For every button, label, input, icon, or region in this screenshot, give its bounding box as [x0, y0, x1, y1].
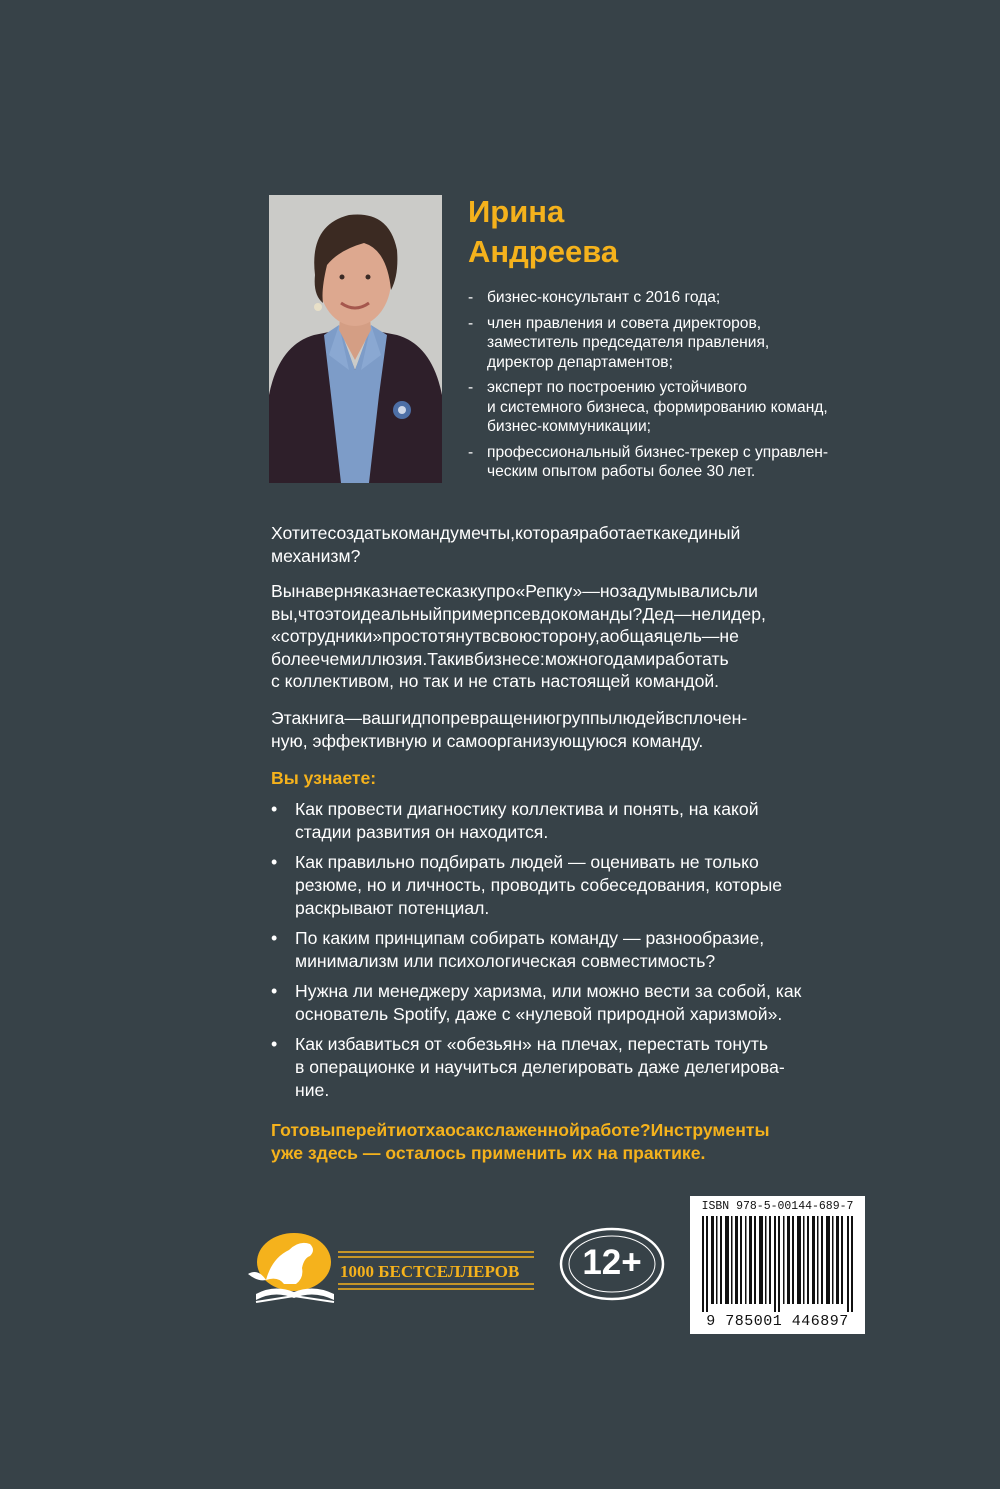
word: общая: [609, 626, 664, 646]
word: Дед: [642, 603, 674, 624]
intro-paragraph-3: Этакнига—вашгидпопревращениюгруппылюдейвсплочен- ную, эффективную и самоорганизующуюся команду.: [271, 707, 867, 752]
justified-line: [271, 522, 867, 545]
word: работе?: [579, 1120, 651, 1140]
word: лидер,: [711, 603, 766, 624]
word: можно: [544, 648, 598, 669]
word: знаете: [380, 581, 436, 601]
word: сплочен-: [674, 708, 748, 728]
learn-heading: Вы узнаете:: [271, 768, 377, 788]
word: что: [297, 603, 325, 624]
word: Инструменты: [650, 1120, 770, 1140]
word: к: [475, 1120, 485, 1140]
word: по: [421, 708, 441, 728]
age-rating: 12+: [582, 1243, 642, 1282]
word: —: [344, 708, 362, 728]
word: Хотите: [271, 523, 328, 543]
author-name: [468, 192, 618, 272]
bio-item: - эксперт по построению устойчивого и системного бизнеса, формированию команд, бизнес-коммуникации;: [468, 378, 878, 437]
word: не: [691, 603, 712, 624]
learn-list: [271, 798, 871, 1109]
word: людей: [612, 708, 666, 728]
word: хаоса: [425, 1120, 476, 1140]
word: годами: [597, 648, 656, 669]
justified-line: [271, 707, 867, 730]
word: псевдокоманды?: [503, 603, 643, 624]
word: книга: [301, 708, 345, 728]
word: —: [582, 581, 600, 601]
word: как: [653, 523, 679, 543]
word: слаженной: [484, 1120, 580, 1140]
word: свою: [491, 626, 533, 646]
series-name: 1000 БЕСТСЕЛЛЕРОВ: [340, 1262, 520, 1281]
author-bio: [468, 288, 878, 488]
learn-item: • Как правильно подбирать людей — оценивать не только резюме, но и личность, проводить собеседования, которые раскрывают потенциал.: [271, 851, 871, 920]
word: идеальный: [350, 603, 443, 624]
word: от: [406, 1120, 426, 1140]
word: сторону,: [532, 626, 600, 646]
justified-line: [271, 625, 867, 648]
author-last-name: Андреева: [468, 234, 619, 269]
word: Вы: [271, 581, 296, 601]
word: создать: [327, 523, 391, 543]
author-first-name: Ирина: [468, 194, 565, 229]
word: «сотрудники»: [271, 626, 383, 646]
word: работать: [655, 648, 729, 669]
word: бизнесе:: [473, 648, 545, 669]
author-photo: [269, 195, 442, 483]
word: задумывались: [619, 581, 738, 601]
word: ваш: [361, 708, 396, 728]
intro-paragraph-1: Хотитесоздатькомандумечты,котораяработаеткакединый механизм?: [271, 522, 867, 567]
word: наверняка: [295, 581, 381, 601]
justified-line: [271, 580, 867, 603]
isbn-barcode: [690, 1196, 865, 1334]
word: в: [464, 648, 474, 669]
word: чем: [320, 648, 352, 669]
closing-paragraph: Готовыперейтиотхаосакслаженнойработе?Инструменты уже здесь — осталось применить их на практике.: [271, 1119, 867, 1164]
word: вы,: [271, 603, 298, 624]
word: но: [599, 581, 620, 601]
word: группы: [555, 708, 613, 728]
word: тянут: [437, 626, 482, 646]
word: цель: [663, 626, 702, 646]
bio-item: - член правления и совета директоров, заместитель председателя правления, директор департаментов;: [468, 314, 878, 373]
word: превращению: [440, 708, 556, 728]
word: пример: [442, 603, 504, 624]
word: иллюзия.: [351, 648, 428, 669]
word: Готовы: [271, 1120, 336, 1140]
word: гид: [395, 708, 422, 728]
word: —: [673, 603, 692, 624]
justified-line: [271, 603, 867, 626]
word: перейти: [335, 1120, 407, 1140]
ean-digits: 9 785001 446897: [706, 1313, 849, 1330]
word: мечты,: [458, 523, 516, 543]
word: Эта: [271, 708, 302, 728]
learn-item: • Как избавиться от «обезьян» на плечах, перестать тонуть в операционке и научиться делегировать даже делегирова- ние.: [271, 1033, 871, 1102]
justified-line: [271, 648, 867, 671]
word: —: [701, 626, 720, 646]
word: в: [665, 708, 675, 728]
word: которая: [515, 523, 580, 543]
bio-item: - бизнес-консультант с 2016 года;: [468, 288, 878, 308]
word: в: [481, 626, 492, 646]
word: ли: [737, 581, 758, 601]
word: единый: [678, 523, 741, 543]
word: работает: [579, 523, 654, 543]
word: сказку: [435, 581, 487, 601]
word: Так: [427, 648, 455, 669]
learn-item: • Как провести диагностику коллектива и понять, на какой стадии развития он находится.: [271, 798, 871, 844]
horse-book-icon: [248, 1233, 334, 1302]
justified-line: [271, 1119, 867, 1142]
learn-item: • Нужна ли менеджеру харизма, или можно вести за собой, как основатель Spotify, даже с «нулевой природной харизмой».: [271, 980, 871, 1026]
word: просто: [382, 626, 438, 646]
isbn-number: ISBN 978-5-00144-689-7: [701, 1200, 854, 1213]
word: это: [324, 603, 351, 624]
word: команду: [390, 523, 459, 543]
barcode-bars: [702, 1216, 853, 1312]
intro-paragraph-2: Вынаверняказнаетесказкупро«Репку»—нозадумывалисьли вы,чтоэтоидеальныйпримерпсевдокоманды?Дед—нелидер, «сотрудники»простотянутвсвоюсторону,аобщаяцель—не болеечемиллюзия.Такивбизнесе:можногодамиработать с коллективом, но так и не стать настоящей командой.: [271, 580, 867, 693]
word: «Репку»: [515, 581, 583, 601]
bio-item: - профессиональный бизнес-трекер с управлен- ческим опытом работы более 30 лет.: [468, 443, 878, 482]
word: а: [599, 626, 610, 646]
word: не: [719, 626, 739, 646]
word: более: [271, 648, 321, 669]
word: и: [454, 648, 465, 669]
learn-item: • По каким принципам собирать команду — разнообразие, минимализм или психологическая совместимость?: [271, 927, 871, 973]
word: про: [486, 581, 516, 601]
